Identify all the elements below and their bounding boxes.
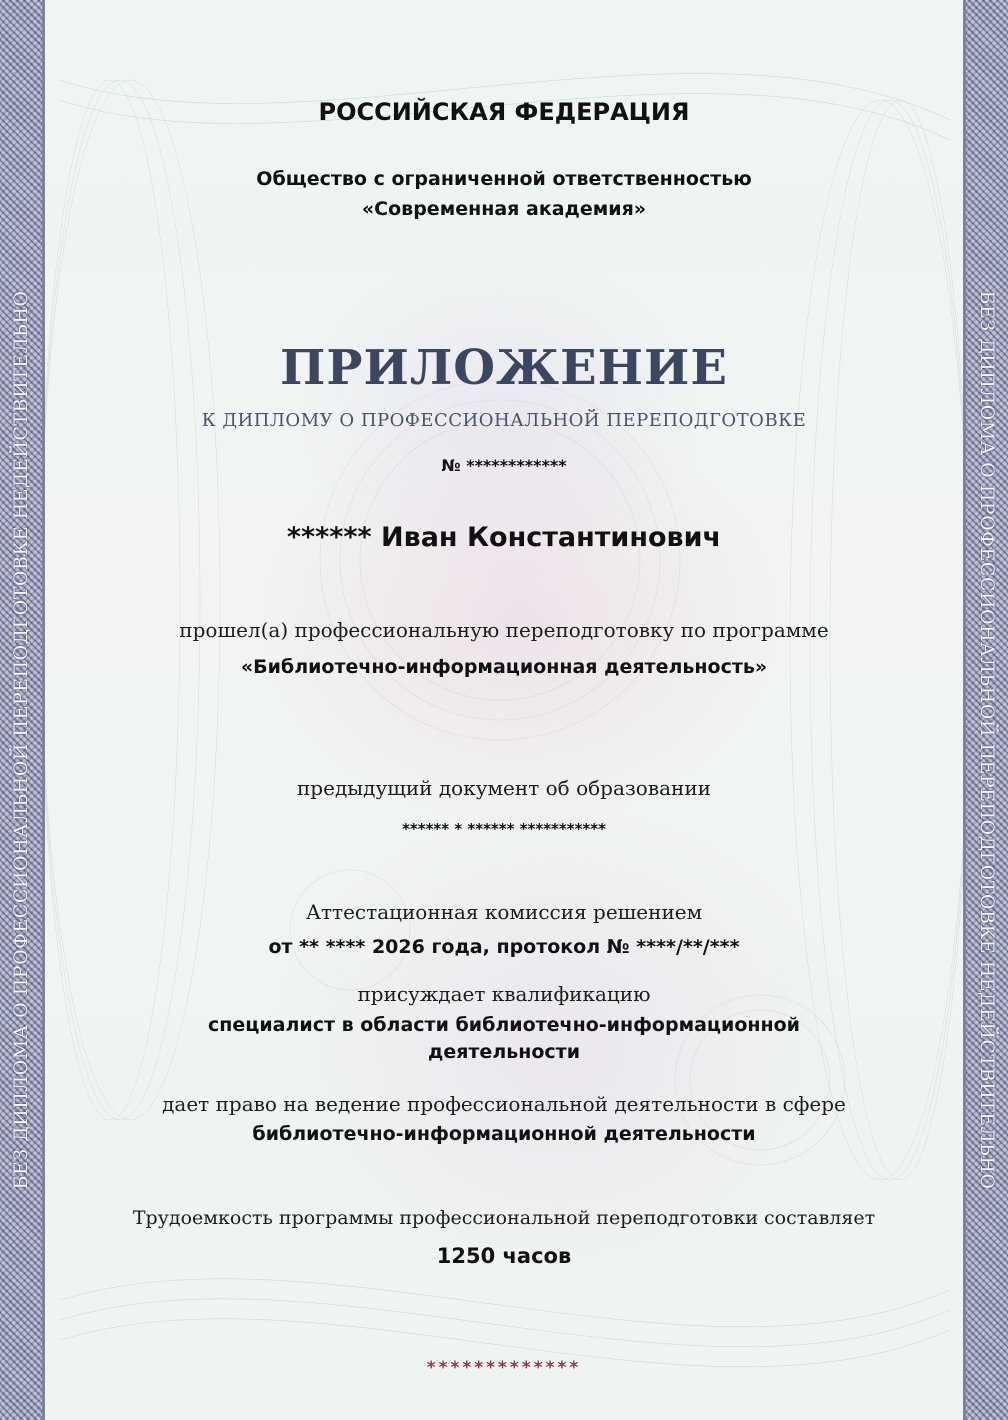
qualification-name	[60, 1012, 948, 1066]
country-heading: РОССИЙСКАЯ ФЕДЕРАЦИЯ	[318, 98, 690, 126]
right-security-band	[963, 0, 1008, 1420]
qualification-line-1: специалист в области библиотечно-информационной	[207, 1014, 800, 1036]
right-band-text: БЕЗ ДИПЛОМА О ПРОФЕССИОНАЛЬНОЙ ПЕРЕПОДГОТОВКЕ НЕДЕЙСТВИТЕЛЬНО	[976, 290, 998, 1190]
workload-label: Трудоемкость программы профессиональной переподготовки составляет	[132, 1207, 876, 1229]
program-name: «Библиотечно-информационная деятельность»	[240, 656, 768, 678]
rights-statement: дает право на ведение профессиональной деятельности в сфере	[162, 1092, 846, 1116]
document-subtitle: К ДИПЛОМУ О ПРОФЕССИОНАЛЬНОЙ ПЕРЕПОДГОТОВКЕ	[201, 410, 807, 431]
commission-decision: от ** **** 2026 года, протокол № ****/**/***	[268, 936, 740, 958]
qualification-award-text: присуждает квалификацию	[357, 982, 651, 1006]
serial-number: *************	[426, 1358, 582, 1378]
training-statement: прошел(а) профессиональную переподготовку по программе	[179, 618, 829, 642]
rights-sphere: библиотечно-информационной деятельности	[252, 1123, 756, 1145]
left-band-text: БЕЗ ДИПЛОМА О ПРОФЕССИОНАЛЬНОЙ ПЕРЕПОДГОТОВКЕ НЕДЕЙСТВИТЕЛЬНО	[10, 290, 32, 1190]
document-content	[60, 0, 948, 1420]
previous-document-value: ****** * ****** ***********	[402, 820, 606, 838]
document-title: ПРИЛОЖЕНИЕ	[280, 340, 728, 396]
previous-document-label: предыдущий документ об образовании	[296, 776, 712, 800]
left-security-band	[0, 0, 45, 1420]
document-number: № ************	[441, 456, 567, 475]
holder-name: ****** Иван Константинович	[286, 522, 722, 553]
workload-hours: 1250 часов	[436, 1244, 572, 1268]
qualification-line-2: деятельности	[427, 1041, 581, 1063]
commission-statement: Аттестационная комиссия решением	[305, 900, 703, 924]
organization-name	[60, 164, 948, 224]
organization-title: «Современная академия»	[361, 198, 647, 220]
organization-type: Общество с ограниченной ответственностью	[256, 168, 752, 190]
